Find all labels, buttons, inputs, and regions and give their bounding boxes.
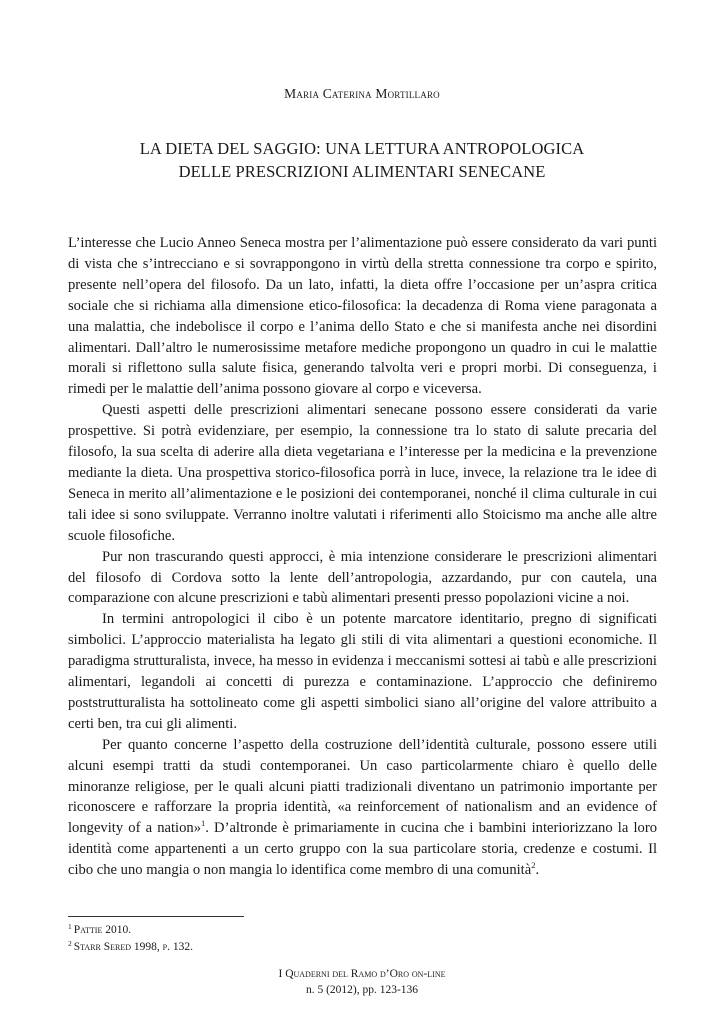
paragraph-5-text-a: Per quanto concerne l’aspetto della costruzione dell’identità culturale, possono essere utili alcuni esempi tratti da studi contemporanei. Un caso particolarmente chiaro è quello delle minoranze religiose, per le quali alcuni piatti tradizionali diventano un patrimonio importante per riconoscere e rafforzare la propria identità, «a reinforcement of nationalism and an evidence of longevity of a nation» <box>68 736 657 837</box>
page-footer <box>0 966 724 998</box>
footnotes <box>68 922 657 956</box>
paragraph-3: Pur non trascurando questi approcci, è mia intenzione considerare le prescrizioni alimentari del filosofo di Cordova sotto la lente dell’antropologia, azzardando, pur con cautela, una comparazione con alcune prescrizioni e tabù alimentari presenti presso popolazioni vicine a noi. <box>68 548 657 607</box>
footnote-divider <box>68 916 244 917</box>
footnote-1-number: 1 <box>68 922 72 931</box>
paragraph-5-text-b: . D’altronde è primariamente in cucina che i bambini interiorizzano la loro identità come appartenenti a un certo gruppo con la sua particolare storia, credenze e costumi. Il cibo che uno mangia o non mangia lo identifica come membro di una comunità <box>68 820 657 879</box>
footnote-2 <box>68 939 657 956</box>
paragraph-4: In termini antropologici il cibo è un potente marcatore identitario, pregno di significati simbolici. L’approccio materialista ha legato gli stili di vita alimentari a questioni economiche. Il paradigma strutturalista, invece, ha messo in evidenza i meccanismi sottesi ai tabù e alle prescrizioni alimentari, legandoli ai concetti di purezza e contaminazione. L’approccio che definiremo poststrutturalista ha sottolineato come gli aspetti simbolici siano all’origine del valore attribuito a certi ben, tra cui gli alimenti. <box>68 611 657 732</box>
footnote-2-number: 2 <box>68 939 72 948</box>
title-line-2: DELLE PRESCRIZIONI ALIMENTARI SENECANE <box>178 162 546 181</box>
paragraph-5-text-c: . <box>535 862 540 879</box>
issue-pages: n. 5 (2012), pp. 123-136 <box>305 984 419 996</box>
article-body <box>68 233 657 881</box>
footnote-1 <box>68 922 657 939</box>
footnote-1-text: Pattie 2010. <box>73 924 132 936</box>
journal-name: I Quaderni del Ramo d’Oro on-line <box>278 968 446 980</box>
article-title <box>0 137 724 183</box>
title-line-1: LA DIETA DEL SAGGIO: UNA LETTURA ANTROPOLOGICA <box>139 139 585 158</box>
footnote-ref-2[interactable]: 2 <box>531 860 536 871</box>
paragraph-5 <box>68 735 657 881</box>
footnote-2-text: Starr Sered 1998, p. 132. <box>73 941 193 953</box>
paragraph-1: L’interesse che Lucio Anneo Seneca mostra per l’alimentazione può essere considerato da vari punti di vista che s’intrecciano e si sovrappongono in virtù della stretta connessione tra corpo e spirito, presente nell’opera del filosofo. Da un lato, infatti, la dieta offre l’occasione per un’aspra critica sociale che si richiama alla dimensione etico-filosofica: la decadenza di Roma viene paragonata a una malattia, che indebolisce il corpo e l’anima dello Stato e che si manifesta anche nei disordini alimentari. Dall’altro le numerosissime metafore mediche propongono un quadro in cui le malattie morali si riflettono sulla salute fisica, generando talvolta veri e propri morbi. Di conseguenza, i rimedi per le malattie dell’anima possono giovare al corpo e viceversa. <box>68 235 657 398</box>
footnote-ref-1[interactable]: 1 <box>201 818 206 829</box>
author-name: Maria Caterina Mortillaro <box>284 86 440 101</box>
paragraph-2: Questi aspetti delle prescrizioni alimentari senecane possono essere considerati da varie prospettive. Si potrà evidenziare, per esempio, la connessione tra lo stato di salute precaria del filosofo, la sua scelta di aderire alla dieta vegetariana e l’interesse per la medicina e la prevenzione mediante la dieta. Una prospettiva storico-filosofica porrà in luce, invece, la relazione tra le idee di Seneca in merito all’alimentazione e le posizioni dei contemporanei, nonché il clima culturale in cui tali idee si sono sviluppate. Verranno inoltre valutati i riferimenti allo Stoicismo ma anche alle altre scuole filosofiche. <box>68 402 657 544</box>
